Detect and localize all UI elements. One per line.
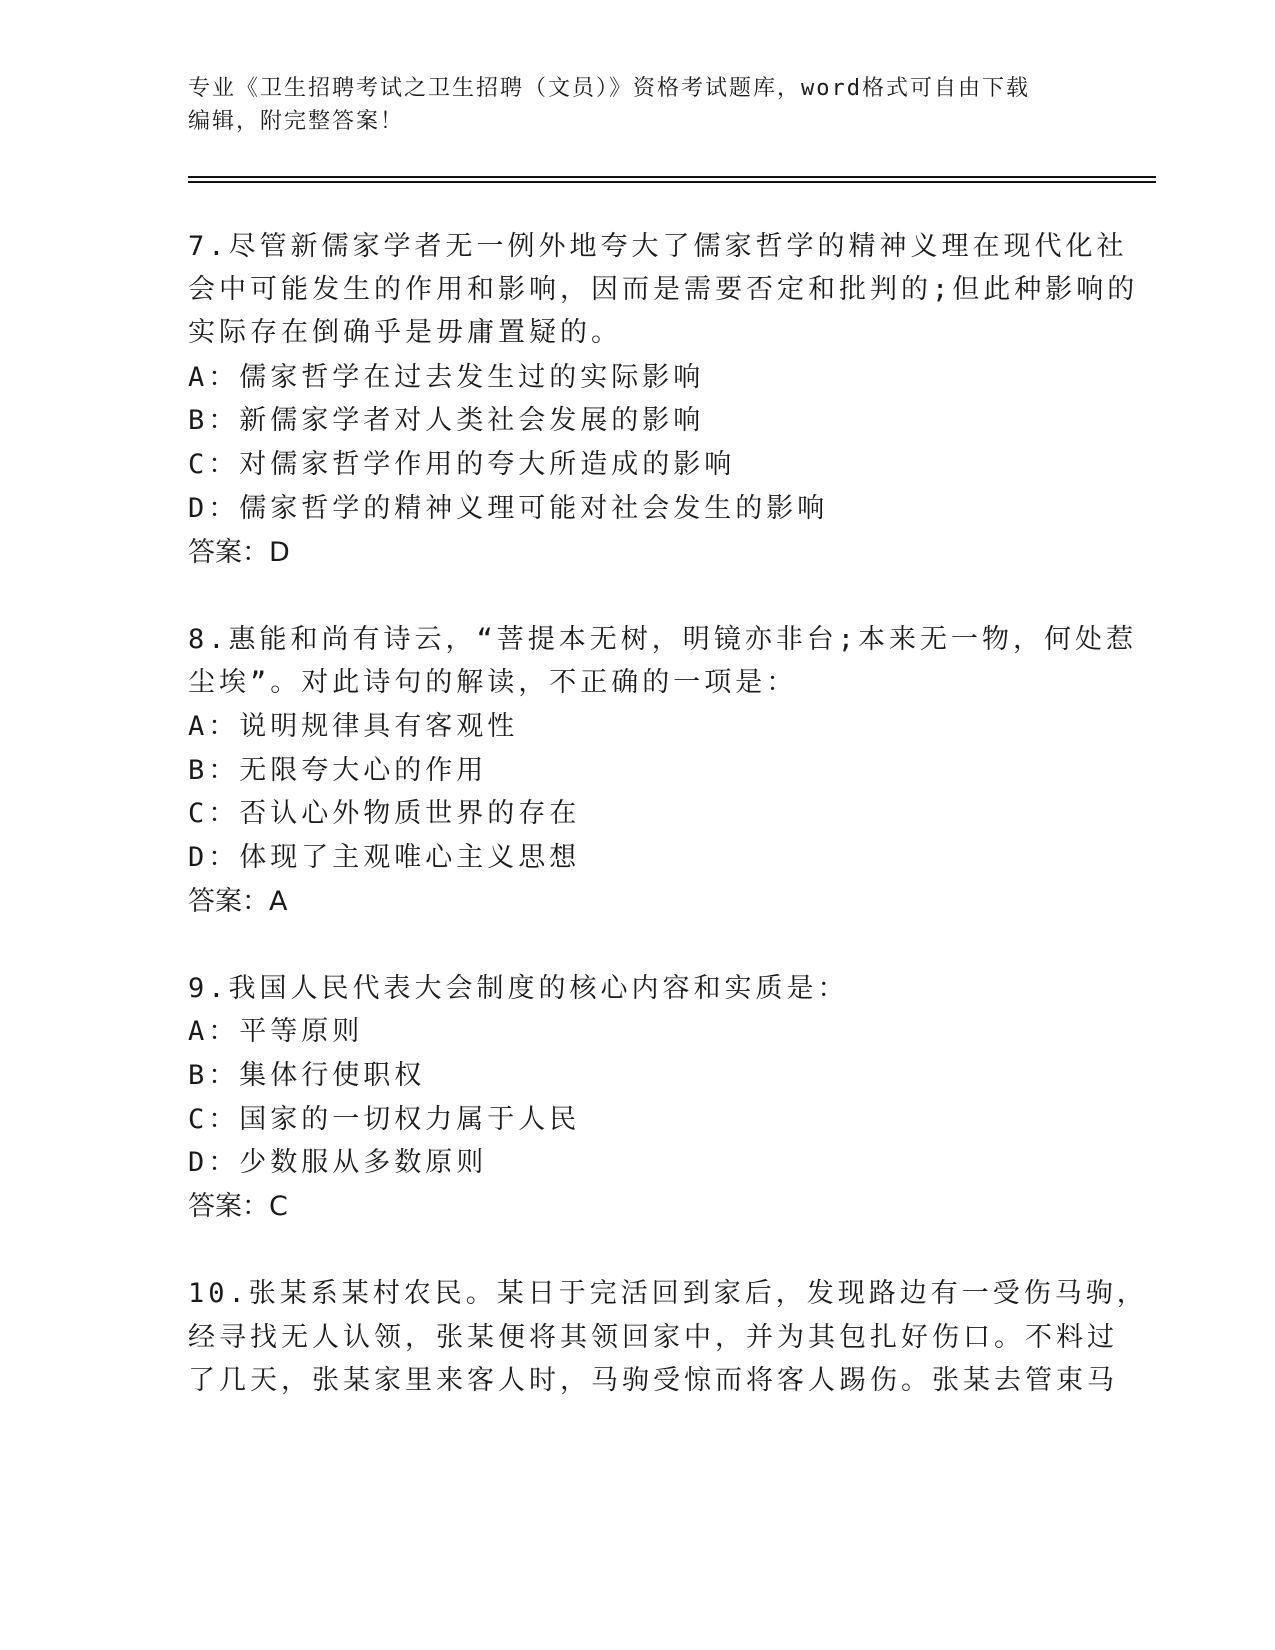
question-7-answer: 答案：D bbox=[188, 537, 290, 568]
question-10-stem-line-3: 了几天，张某家里来客人时，马驹受惊而将客人踢伤。张某去管束马 bbox=[188, 1365, 1118, 1396]
question-7-option-a: A：儒家哲学在过去发生过的实际影响 bbox=[188, 362, 705, 393]
header-divider-top bbox=[188, 176, 1156, 178]
question-10-stem-line-2: 经寻找无人认领，张某便将其领回家中，并为其包扎好伤口。不料过 bbox=[188, 1322, 1118, 1353]
question-9-option-b: B：集体行使职权 bbox=[188, 1060, 426, 1091]
question-8-option-a: A：说明规律具有客观性 bbox=[188, 711, 519, 742]
question-9-stem-line-1: 9.我国人民代表大会制度的核心内容和实质是： bbox=[188, 973, 849, 1004]
header-line-1: 专业《卫生招聘考试之卫生招聘（文员）》资格考试题库，word格式可自由下载 bbox=[188, 76, 1030, 101]
question-7-stem-line-1: 7.尽管新儒家学者无一例外地夸大了儒家哲学的精神义理在现代化社 bbox=[188, 231, 1128, 262]
question-8-option-d: D：体现了主观唯心主义思想 bbox=[188, 842, 581, 873]
question-8-stem-line-1: 8.惠能和尚有诗云，“菩提本无树，明镜亦非台;本来无一物，何处惹 bbox=[188, 624, 1138, 655]
question-8-answer: 答案：A bbox=[188, 886, 288, 917]
question-8-option-b: B：无限夸大心的作用 bbox=[188, 755, 488, 786]
question-10-stem-line-1: 10.张某系某村农民。某日于完活回到家后，发现路边有一受伤马驹， bbox=[188, 1278, 1148, 1309]
question-7-option-d: D：儒家哲学的精神义理可能对社会发生的影响 bbox=[188, 493, 829, 524]
question-8-option-c: C：否认心外物质世界的存在 bbox=[188, 798, 581, 829]
header-line-2: 编辑，附完整答案！ bbox=[188, 109, 405, 134]
question-7-stem-line-3: 实际存在倒确乎是毋庸置疑的。 bbox=[188, 317, 622, 348]
question-9-option-d: D：少数服从多数原则 bbox=[188, 1147, 488, 1178]
question-7-stem-line-2: 会中可能发生的作用和影响，因而是需要否定和批判的;但此种影响的 bbox=[188, 274, 1139, 305]
question-7-option-b: B：新儒家学者对人类社会发展的影响 bbox=[188, 405, 705, 436]
question-9-option-c: C：国家的一切权力属于人民 bbox=[188, 1104, 581, 1135]
question-9-option-a: A：平等原则 bbox=[188, 1016, 364, 1047]
document-header bbox=[188, 72, 1088, 138]
header-divider-bottom bbox=[188, 181, 1156, 183]
question-8-stem-line-2: 尘埃”。对此诗句的解读，不正确的一项是： bbox=[188, 667, 798, 698]
question-7-option-c: C：对儒家哲学作用的夸大所造成的影响 bbox=[188, 449, 736, 480]
question-9-answer: 答案：C bbox=[188, 1191, 288, 1222]
